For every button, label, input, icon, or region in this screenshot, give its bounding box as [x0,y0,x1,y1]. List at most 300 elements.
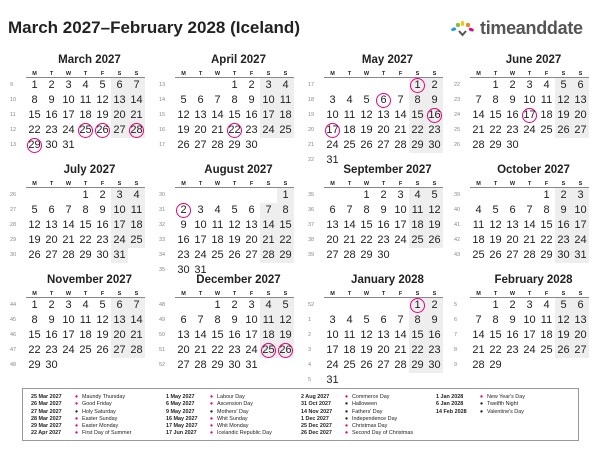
week-number: 9 [10,82,14,88]
day: 16 [506,329,519,341]
day: 13 [506,219,519,231]
bullet-icon: ● [209,430,214,437]
day: 26 [555,343,572,358]
day: 17 [394,219,407,231]
day: 3 [65,79,72,91]
holiday-column [31,394,131,438]
bullet-icon: ● [209,408,214,415]
day: 14 [62,219,75,231]
day: 23 [426,343,443,358]
day: 14 [472,109,485,121]
week-number: 21 [308,142,315,148]
month-title: May 2027 [361,54,414,66]
week-number: 8 [454,347,458,353]
day: 19 [96,329,109,341]
day: 14 [394,109,407,121]
empty-cell [470,188,487,203]
day: 21 [128,328,145,343]
weekday-header: T [341,290,358,298]
holiday-item: 26 Mar 2027 ● Good Friday [31,401,112,408]
day: 26 [28,249,41,261]
day: 31 [326,374,339,386]
weekday-header: S [409,290,426,298]
day: 28 [472,139,485,151]
month-title: October 2027 [497,164,570,176]
day: 29 [79,249,92,261]
weekday-header: M [175,70,192,78]
week-number: 24 [454,112,461,118]
day: 12 [555,313,572,328]
day: 1 [31,79,38,91]
day: 10 [394,204,407,216]
week-number: 9 [454,362,458,368]
week-number: 25 [454,127,461,133]
day: 3 [65,299,72,311]
weekday-header: W [358,70,375,78]
week-number: 22 [454,82,461,88]
day: 9 [426,93,443,108]
day: 14 [343,219,356,231]
empty-cell [260,358,277,373]
day: 15 [277,218,294,233]
day: 6 [572,78,589,93]
bullet-icon: ● [209,423,214,430]
day: 29 [277,248,294,263]
week-number: 50 [159,332,166,338]
holiday-day: 6 [375,93,392,108]
day: 26 [177,139,190,151]
weekday-header: T [521,290,538,298]
empty-cell [426,373,443,388]
holiday-column [166,394,272,438]
day: 22 [409,123,426,138]
day: 19 [277,328,294,343]
week-number: 13 [10,142,17,148]
holiday-day: 2 [175,203,192,218]
day: 4 [409,188,426,203]
day: 29 [360,249,373,261]
empty-cell [392,373,409,388]
day: 22 [28,124,41,136]
day: 6 [180,314,187,326]
day: 9 [555,203,572,218]
holiday-item: 14 Feb 2028 ● Valentine's Day [436,408,524,415]
day: 23 [245,124,258,136]
day: 23 [177,249,190,261]
day: 17 [260,108,277,123]
day: 11 [277,93,294,108]
day: 10 [111,203,128,218]
day: 11 [540,314,553,326]
day: 3 [397,189,404,201]
week-number: 7 [454,332,458,338]
day: 6 [48,204,55,216]
day: 16 [245,109,258,121]
day: 16 [426,328,443,343]
empty-cell [277,138,294,153]
empty-cell [375,78,392,93]
empty-cell [572,138,589,153]
week-number: 28 [10,222,17,228]
day: 24 [523,344,536,356]
day: 9 [48,314,55,326]
empty-cell [521,188,538,203]
empty-cell [324,188,341,203]
day: 13 [572,93,589,108]
day: 24 [572,233,589,248]
month-7 [452,164,597,274]
day: 11 [260,313,277,328]
empty-cell [358,78,375,93]
weekday-header: W [60,180,77,188]
weekday-header: M [175,290,192,298]
day: 26 [360,139,373,151]
holiday-item: 2 Aug 2027 ● Commerce Day [301,394,390,400]
week-number: 30 [10,252,17,258]
empty-cell [572,358,589,373]
empty-cell [392,78,409,93]
holiday-item: 25 Mar 2027 ● Maundy Thursday [31,394,126,400]
day: 25 [343,139,356,151]
day: 19 [555,328,572,343]
month-11 [452,274,597,384]
day: 24 [523,124,536,136]
day: 2 [48,79,55,91]
day: 18 [211,234,224,246]
day: 4 [346,94,353,106]
timeanddate-logo[interactable]: timeanddate [450,18,583,39]
holiday-item: 9 May 2027 ● Mothers' Day [166,408,249,415]
day: 22 [277,233,294,248]
day: 22 [360,234,373,246]
day: 6 [380,314,387,326]
day: 28 [394,139,407,151]
day: 30 [377,249,390,261]
empty-cell [341,373,358,388]
bullet-icon: ● [479,394,484,400]
week-number: 46 [10,332,17,338]
day: 7 [128,298,145,313]
day: 23 [96,234,109,246]
empty-cell [209,188,226,203]
weekday-header: S [260,70,277,78]
week-number: 41 [454,222,461,228]
empty-cell [175,188,192,203]
day: 28 [472,359,485,371]
day: 27 [45,249,58,261]
day: 1 [214,299,221,311]
day: 23 [555,233,572,248]
day: 18 [409,218,426,233]
day: 23 [506,344,519,356]
day: 13 [45,219,58,231]
day: 15 [211,329,224,341]
day: 28 [62,249,75,261]
holiday-list [22,388,579,441]
weekday-header: M [26,290,43,298]
day: 27 [506,249,519,261]
bullet-icon: ● [344,423,349,430]
weekday-header: S [260,180,277,188]
day: 20 [572,328,589,343]
day: 24 [326,359,339,371]
day: 1 [492,79,499,91]
day: 18 [343,124,356,136]
day: 16 [96,219,109,231]
empty-cell [487,188,504,203]
holiday-item: 25 Dec 2027 ● Christmas Day [301,423,388,430]
month-title: January 2028 [351,274,424,286]
day: 19 [28,234,41,246]
weekday-header: F [538,290,555,298]
day: 4 [82,299,89,311]
holiday-item: 22 Apr 2027 ● First Day of Summer [31,430,132,437]
weekday-header: W [209,70,226,78]
month-title: November 2027 [46,274,133,286]
day: 8 [363,204,370,216]
day: 7 [397,314,404,326]
weekday-header: W [209,290,226,298]
day: 20 [177,344,190,356]
day: 21 [211,124,224,136]
day: 26 [360,359,373,371]
weekday-header: S [572,180,589,188]
day: 10 [572,203,589,218]
day: 10 [523,314,536,326]
weekday-header: S [409,70,426,78]
weekday-header: S [260,290,277,298]
day: 7 [475,314,482,326]
day: 12 [360,109,373,121]
empty-cell [358,298,375,313]
weekday-header: F [392,180,409,188]
day: 1 [82,189,89,201]
day: 4 [543,79,550,91]
day: 6 [572,298,589,313]
week-number: 12 [10,127,17,133]
day: 22 [409,343,426,358]
day: 19 [177,124,190,136]
day: 17 [194,234,207,246]
weekday-header: T [226,180,243,188]
day: 24 [394,234,407,246]
week-number: 39 [454,192,461,198]
empty-cell [60,188,77,203]
day: 24 [326,139,339,151]
month-title: August 2027 [204,164,273,176]
day: 30 [96,249,109,261]
holiday-day: 1 [409,78,426,93]
day: 10 [260,93,277,108]
empty-cell [192,298,209,313]
weekday-header: M [324,70,341,78]
day: 6 [248,204,255,216]
weekday-header: T [192,70,209,78]
weekday-header: M [324,180,341,188]
day: 29 [228,139,241,151]
day: 3 [526,79,533,91]
day: 13 [377,329,390,341]
day: 10 [326,109,339,121]
day: 4 [277,78,294,93]
day: 13 [111,93,128,108]
day: 5 [555,78,572,93]
day: 16 [377,219,390,231]
day: 24 [260,123,277,138]
day: 18 [343,344,356,356]
week-number: 6 [454,317,458,323]
day: 16 [506,109,519,121]
day: 22 [211,344,224,356]
weekday-header: W [358,180,375,188]
empty-cell [175,78,192,93]
weekday-header: W [504,180,521,188]
month-title: September 2027 [343,164,432,176]
day: 12 [426,203,443,218]
day: 9 [248,94,255,106]
holiday-item: 1 Jan 2028 ● New Year's Day [436,394,525,400]
week-number: 49 [159,317,166,323]
day: 25 [211,249,224,261]
month-6 [306,164,451,274]
day: 27 [111,343,128,358]
day: 22 [489,344,502,356]
day: 13 [326,219,339,231]
day: 5 [492,204,499,216]
day: 9 [426,313,443,328]
month-title: March 2027 [58,54,121,66]
weekday-header: T [77,180,94,188]
week-number: 13 [159,82,166,88]
weekday-header: S [128,290,145,298]
day: 11 [79,94,92,106]
day: 2 [248,79,255,91]
day: 24 [111,233,128,248]
day: 1 [492,299,499,311]
day: 19 [228,234,241,246]
empty-cell [277,358,294,373]
day: 9 [509,314,516,326]
day: 23 [506,124,519,136]
day: 27 [245,249,258,261]
day: 12 [177,109,190,121]
day: 5 [99,79,106,91]
weekday-header: S [426,180,443,188]
day: 2 [426,298,443,313]
weekday-header: M [470,70,487,78]
empty-cell [341,78,358,93]
day: 22 [79,234,92,246]
holiday-item: 6 May 2027 ● Ascension Day [166,401,253,408]
day: 21 [472,344,485,356]
day: 8 [277,203,294,218]
day: 8 [31,314,38,326]
day: 30 [426,138,443,153]
day: 21 [62,234,75,246]
week-number: 26 [454,142,461,148]
day: 13 [111,313,128,328]
day: 14 [523,219,536,231]
day: 25 [343,359,356,371]
day: 17 [245,329,258,341]
day: 9 [509,94,516,106]
day: 27 [572,343,589,358]
day: 21 [194,344,207,356]
day: 15 [540,219,553,231]
week-number: 51 [159,347,166,353]
day: 20 [111,328,128,343]
empty-cell [94,358,111,373]
bullet-icon: ● [74,423,79,430]
bullet-icon: ● [74,430,79,437]
day: 13 [177,329,190,341]
day: 7 [526,204,533,216]
day: 11 [211,219,224,231]
day: 7 [475,94,482,106]
day: 17 [111,218,128,233]
empty-cell [260,138,277,153]
day: 1 [31,299,38,311]
holiday-item: 28 Mar 2027 ● Easter Sunday [31,415,118,422]
week-number: 19 [308,112,315,118]
day: 30 [177,264,190,276]
month-9 [157,274,302,384]
holiday-item: 16 May 2027 ● Whit Sunday [166,415,248,422]
weekday-header: S [111,290,128,298]
weekday-header: F [392,290,409,298]
day: 8 [543,204,550,216]
day: 23 [45,344,58,356]
day: 14 [128,93,145,108]
week-number: 29 [10,237,17,243]
day: 5 [363,314,370,326]
day: 24 [245,344,258,356]
day: 24 [62,124,75,136]
empty-cell [504,188,521,203]
day: 17 [62,329,75,341]
day: 7 [214,94,221,106]
day: 24 [62,344,75,356]
day: 3 [197,204,204,216]
bullet-icon: ● [74,408,79,415]
day: 2 [509,79,516,91]
empty-cell [470,78,487,93]
bullet-icon: ● [209,415,214,422]
weekday-header: T [375,180,392,188]
day: 11 [128,203,145,218]
month-5 [157,164,302,274]
day: 11 [409,203,426,218]
empty-cell [504,358,521,373]
day: 18 [79,109,92,121]
week-number: 22 [308,157,315,163]
day: 17 [523,329,536,341]
empty-cell [26,188,43,203]
day: 20 [377,344,390,356]
empty-cell [358,373,375,388]
day: 18 [260,328,277,343]
day: 18 [79,329,92,341]
day: 17 [572,218,589,233]
empty-cell [538,138,555,153]
week-number: 23 [454,97,461,103]
day: 29 [540,249,553,261]
holiday-item: 17 Jun 2027 ● Icelandic Republic Day [166,430,272,437]
month-title: July 2027 [63,164,116,176]
weekday-header: S [111,180,128,188]
holiday-item: 1 Dec 2027 ● Independence Day [301,415,398,422]
day: 5 [277,298,294,313]
